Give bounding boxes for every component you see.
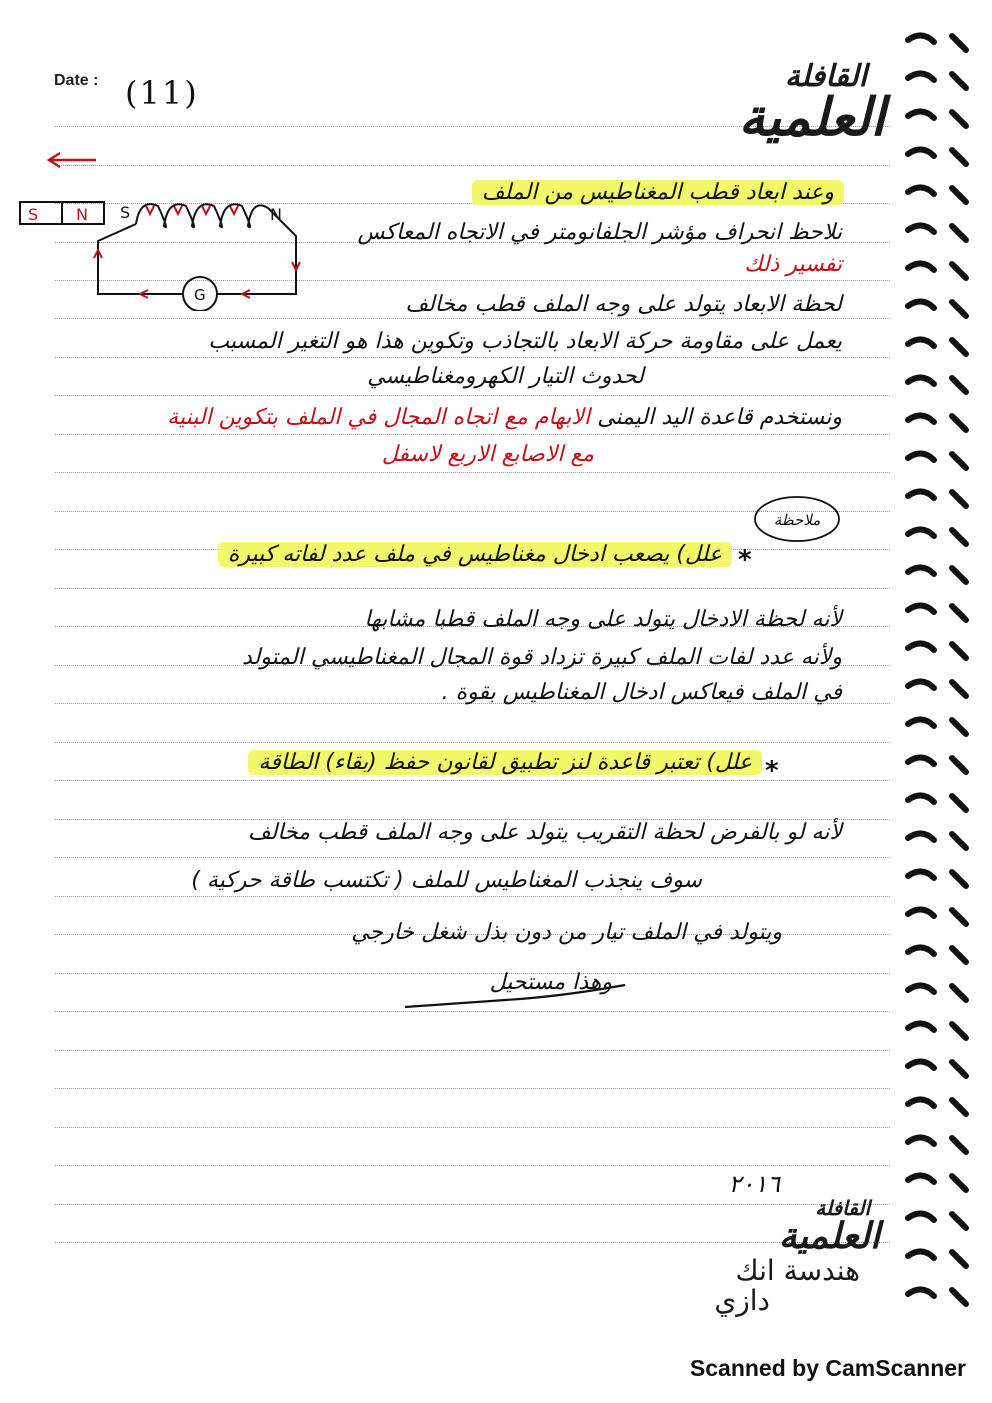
section1-line7: مع الاصابع الاربع لاسفل xyxy=(381,442,594,467)
section1-line4: يعمل على مقاومة حركة الابعاد بالتجاذب وتكوين هذا هو التغير المسبب xyxy=(208,329,842,354)
ruled-line xyxy=(55,857,890,858)
ruled-line xyxy=(55,588,890,589)
ruled-line xyxy=(55,1050,890,1051)
ruled-line xyxy=(55,395,890,396)
scanner-watermark: Scanned by CamScanner xyxy=(689,1355,966,1381)
logo-line1: القافلة xyxy=(784,59,867,94)
logo-line2: العلمية xyxy=(738,88,885,148)
brand-logo xyxy=(510,59,885,148)
section1-title xyxy=(472,178,844,208)
note-label: ملاحظة xyxy=(773,511,821,529)
ruled-line xyxy=(55,896,890,897)
section3-title-text: علل) تعتبر قاعدة لنز تطبيق لقانون حفظ (بقاء) الطاقة xyxy=(248,750,762,775)
section1-line1: نلاحظ انحراف مؤشر الجلفانومتر في الاتجاه المعاكس xyxy=(357,220,842,245)
section3-line1: لأنه لو بالفرض لحظة التقريب يتولد على وجه الملف قطب مخالف xyxy=(247,820,842,845)
section1-line2: تفسير ذلك xyxy=(744,252,842,277)
ruled-line xyxy=(55,742,890,743)
brand-logo-bottom xyxy=(640,1170,880,1317)
spiral-binding xyxy=(900,20,980,1320)
logo-bottom-line3: هندسة انك xyxy=(735,1254,860,1287)
ruled-line xyxy=(55,1127,890,1128)
galvanometer-label: G xyxy=(194,286,206,304)
star-icon: * xyxy=(738,545,752,575)
date-value: (11) xyxy=(125,74,199,112)
note-bubble xyxy=(752,493,842,545)
coil-n-label: N xyxy=(270,205,282,224)
magnet-s-label: S xyxy=(28,205,39,224)
section1-line6-red: الابهام مع اتجاه المجال في الملف بتكوين البنية xyxy=(167,405,591,430)
section3-line4: وهذا مستحيل xyxy=(489,970,612,995)
coil-s-label: S xyxy=(120,203,131,222)
arrow-left-icon xyxy=(44,150,99,170)
logo-year: ٢٠١٦ xyxy=(728,1170,780,1198)
section3-line3: ويتولد في الملف تيار من دون بذل شغل خارجي xyxy=(351,920,782,945)
section2-line1: لأنه لحظة الادخال يتولد على وجه الملف قطبا مشابها xyxy=(364,607,842,632)
section1-line5: لحدوث التيار الكهرومغناطيسي xyxy=(367,364,644,389)
ruled-line xyxy=(55,1088,890,1089)
signature-stroke xyxy=(400,975,630,1015)
section3-title xyxy=(248,748,762,778)
section2-title xyxy=(218,540,732,570)
logo-bottom-line4: دازي xyxy=(714,1284,770,1317)
section2-title-text: علل) يصعب ادخال مغناطيس في ملف عدد لفاته كبيرة xyxy=(218,542,732,567)
magnet-n-label: N xyxy=(76,205,88,224)
section1-line6-black: ونستخدم قاعدة اليد اليمنى xyxy=(597,405,842,430)
logo-bottom-line2: العلمية xyxy=(778,1216,880,1257)
section2-line2: ولأنه عدد لفات الملف كبيرة تزداد قوة المجال المغناطيسي المتولد xyxy=(242,645,842,670)
section2-line3: في الملف فيعاكس ادخال المغناطيس بقوة . xyxy=(441,680,842,705)
coil-magnet-diagram xyxy=(18,196,318,311)
ruled-line xyxy=(55,1165,890,1166)
ruled-line xyxy=(55,472,890,473)
ruled-line xyxy=(55,357,890,358)
ruled-line xyxy=(55,165,890,166)
logo-bottom-line1: القافلة xyxy=(815,1196,870,1220)
ruled-line xyxy=(55,973,890,974)
section3-line2: سوف ينجذب المغناطيس للملف ( تكتسب طاقة حركية ) xyxy=(191,868,702,893)
star-icon: * xyxy=(765,756,779,786)
section1-line6 xyxy=(167,403,842,433)
section1-line3: لحظة الابعاد يتولد على وجه الملف قطب مخالف xyxy=(405,292,842,317)
date-label: Date : xyxy=(54,72,99,89)
section1-title-text: وعند ابعاد قطب المغناطيس من الملف xyxy=(472,180,844,205)
ruled-line xyxy=(55,434,890,435)
